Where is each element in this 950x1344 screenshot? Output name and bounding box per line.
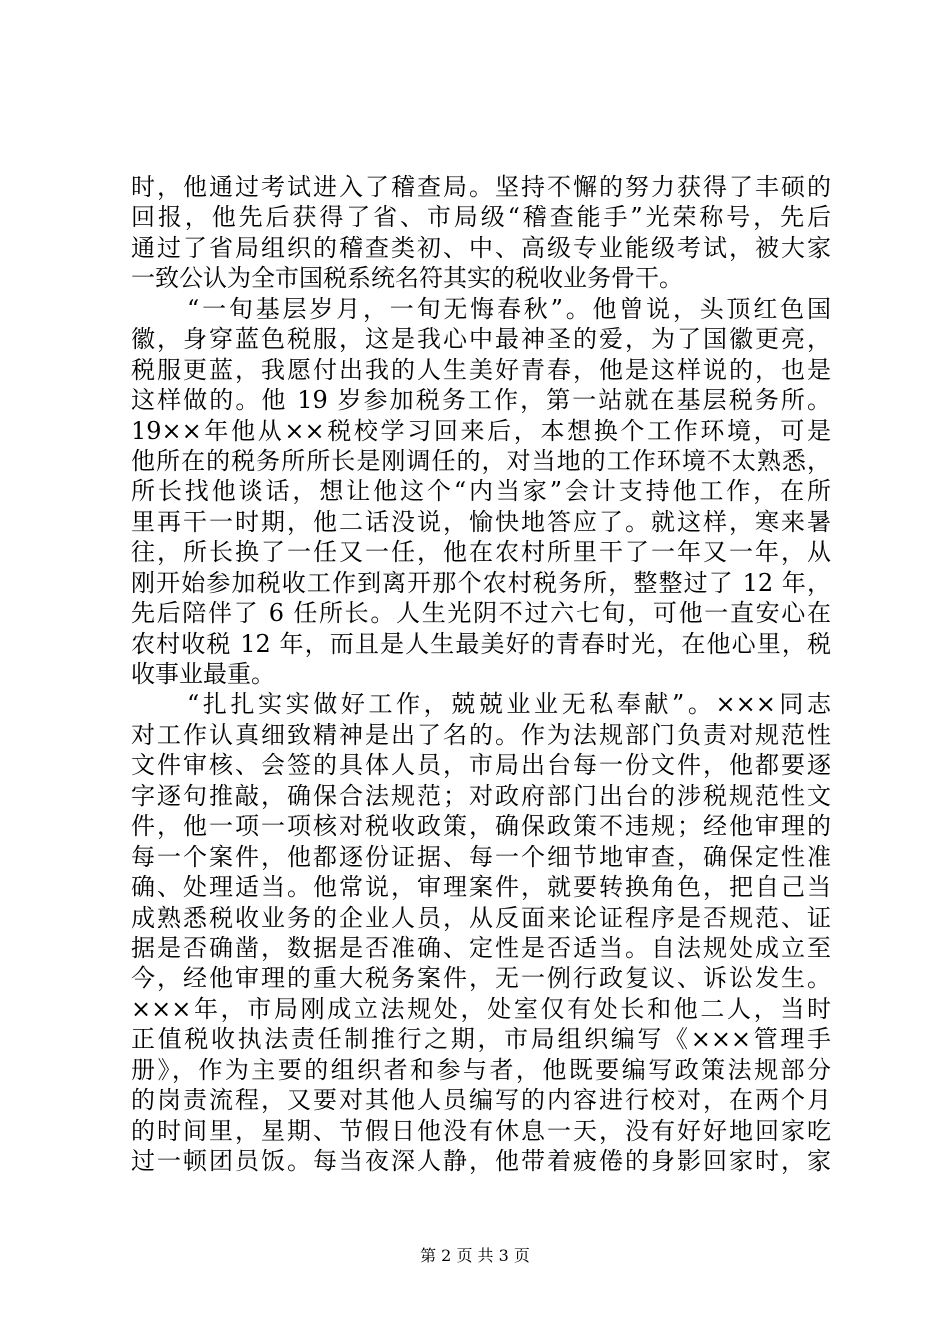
- text-line: “一旬基层岁月，一旬无悔春秋”。他曾说，头顶红色国: [187, 294, 831, 323]
- text-line: 时，他通过考试进入了稽查局。坚持不懈的努力获得了丰硕的: [131, 173, 831, 201]
- text-line: 字逐句推敲，确保合法规范；对政府部门出台的涉税规范性文: [131, 781, 831, 810]
- text-line: 册》，作为主要的组织者和参与者，他既要编写政策法规部分: [131, 1055, 831, 1084]
- text-line: 农村收税 12 年，而且是人生最美好的青春时光，在他心里，税: [131, 629, 831, 658]
- text-line: 徽，身穿蓝色税服，这是我心中最神圣的爱，为了国徽更亮，: [131, 325, 831, 354]
- text-line: 19××年他从××税校学习回来后，本想换个工作环境，可是: [131, 416, 831, 445]
- text-line: 一致公认为全市国税系统名符其实的税收业务骨干。: [131, 264, 683, 293]
- text-line: 今，经他审理的重大税务案件，无一例行政复议、诉讼发生。: [131, 964, 831, 993]
- text-line: 件，他一项一项核对税收政策，确保政策不违规；经他审理的: [131, 812, 831, 841]
- text-line: 的岗责流程，又要对其他人员编写的内容进行校对，在两个月: [131, 1086, 831, 1115]
- text-line: 往，所长换了一任又一任，他在农村所里干了一年又一年，从: [131, 538, 831, 567]
- text-line: 正值税收执法责任制推行之期，市局组织编写《×××管理手: [131, 1025, 831, 1054]
- document-body: [131, 172, 831, 1176]
- text-line: 这样做的。他 19 岁参加税务工作，第一站就在基层税务所。: [131, 386, 831, 415]
- text-line: 的时间里，星期、节假日他没有休息一天，没有好好地回家吃: [131, 1116, 831, 1145]
- text-line: ×××年，市局刚成立法规处，处室仅有处长和他二人，当时: [131, 994, 831, 1023]
- text-line: 据是否确凿，数据是否准确、定性是否适当。自法规处成立至: [131, 933, 831, 962]
- page-footer: 第 2 页 共 3 页: [420, 1246, 530, 1265]
- text-line: 每一个案件，他都逐份证据、每一个细节地审查，确保定性准: [131, 842, 831, 871]
- text-line: 所长找他谈话，想让他这个“内当家”会计支持他工作，在所: [131, 477, 831, 506]
- text-line: 文件审核、会签的具体人员，市局出台每一份文件，他都要逐: [131, 751, 831, 780]
- text-line: 过一顿团员饭。每当夜深人静，他带着疲倦的身影回家时，家: [131, 1147, 831, 1175]
- text-line: 确、处理适当。他常说，审理案件，就要转换角色，把自己当: [131, 873, 831, 902]
- text-line: 先后陪伴了 6 任所长。人生光阴不过六七旬，可他一直安心在: [131, 599, 831, 628]
- text-line: 刚开始参加税收工作到离开那个农村税务所，整整过了 12 年，: [131, 568, 831, 597]
- text-line: 通过了省局组织的稽查类初、中、高级专业能级考试，被大家: [131, 233, 831, 262]
- text-line: “扎扎实实做好工作，兢兢业业无私奉献”。×××同志: [187, 690, 831, 719]
- text-line: 税服更蓝，我愿付出我的人生美好青春，他是这样说的，也是: [131, 355, 831, 384]
- text-line: 成熟悉税收业务的企业人员，从反面来论证程序是否规范、证: [131, 903, 831, 932]
- text-line: 对工作认真细致精神是出了名的。作为法规部门负责对规范性: [131, 720, 831, 749]
- text-line: 回报，他先后获得了省、市局级“稽查能手”光荣称号，先后: [131, 203, 831, 232]
- text-line: 收事业最重。: [131, 660, 275, 688]
- text-line: 他所在的税务所所长是刚调任的，对当地的工作环境不太熟悉，: [131, 446, 831, 475]
- text-line: 里再干一时期，他二话没说，愉快地答应了。就这样，寒来暑: [131, 507, 831, 536]
